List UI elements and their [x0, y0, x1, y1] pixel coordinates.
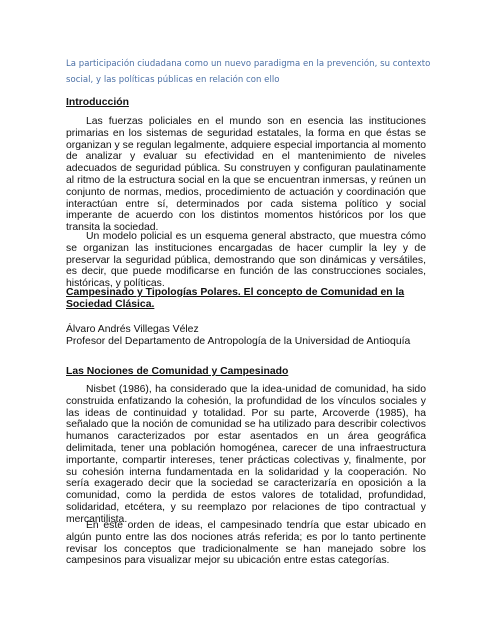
paragraph-introduccion-1: Las fuerzas policiales en el mundo son en esencia las instituciones primarias en los sistemas de seguridad estatales, la forma en que éstas se organizan y se regulan legalmente, adquiere especial importancia al momento de analizar y evaluar su efectividad en el mantenimiento de niveles adecuados de seguridad pública. Su construyen y configuran paulatinamente al ritmo de la estructura social en la que se encuentran inmersas, y reúnen un conjunto de normas, medios, procedimiento de actuación y coordinación que interactúan entre sí, determinados por cada sistema político y social imperante de acuerdo con los distintos momentos históricos por los que transita la sociedad.	[66, 116, 426, 234]
paragraph-nociones-2: En este orden de ideas, el campesinado tendría que estar ubicado en algún punto entre las dos nociones atrás referida; es por lo tanto pertinente revisar los conceptos que tradicionalmente se han manejado sobre los campesinos para visualizar mejor su ubicación entre estas categorías.	[66, 520, 426, 567]
section-heading-nociones: Las Nociones de Comunidad y Campesinado	[66, 366, 289, 377]
section-heading-campesinado: Campesinado y Tipologías Polares. El concepto de Comunidad en la Sociedad Clásica.	[66, 287, 405, 310]
paragraph-nociones-1: Nisbet (1986), ha considerado que la idea-unidad de comunidad, ha sido construida enfatizando la cohesión, la profundidad de los vínculos sociales y las ideas de continuidad y totalidad. Por su parte, Arcoverde (1985), ha señalado que la noción de comunidad se ha utilizado para describir colectivos humanos caracterizados por estar asentados en un área geográfica delimitada, tener una población homogénea, carecer de una infraestructura importante, compartir intereses, tener prácticas colectivas y, finalmente, por su cohesión interna fundamentada en la solidaridad y la cooperación. No sería exagerado decir que la sociedad se caracterizaría en oposición a la comunidad, como la perdida de estos valores de totalidad, profundidad, solidaridad, etcétera, y su reemplazo por relaciones de tipo contractual y mercantilista.	[66, 384, 426, 525]
section-heading-introduccion: Introducción	[66, 97, 129, 108]
author-name: Álvaro Andrés Villegas Vélez	[66, 324, 199, 335]
paragraph-introduccion-2: Un modelo policial es un esquema general abstracto, que muestra cómo se organizan las instituciones encargadas de hacer cumplir la ley y de preservar la seguridad pública, demostrando que son dinámicas y versátiles, es decir, que puede modificarse en función de las construcciones sociales, históricas, y políticas.	[66, 231, 426, 290]
author-affiliation: Profesor del Departamento de Antropología de la Universidad de Antioquía	[66, 336, 411, 347]
document-subtitle: La participación ciudadana como un nuevo paradigma en la prevención, su contexto social, y las políticas públicas en relación con ello	[66, 59, 431, 85]
